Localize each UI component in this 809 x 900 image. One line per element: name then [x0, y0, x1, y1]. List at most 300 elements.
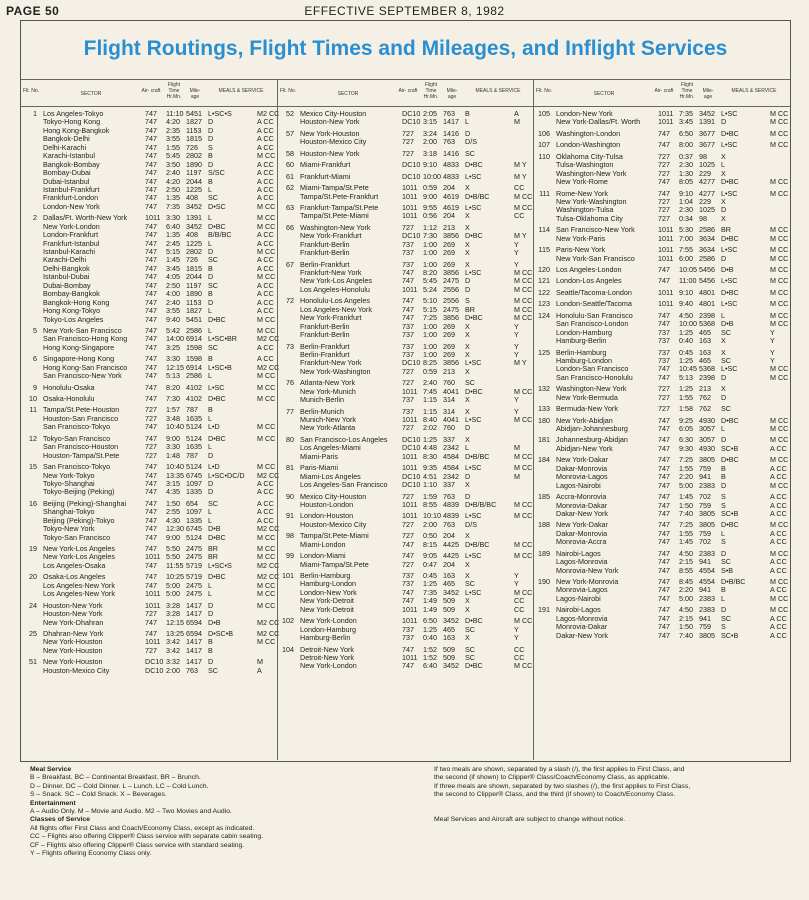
flight-group [21, 384, 277, 392]
mileage-cell: 337 [443, 480, 455, 490]
flight-time-cell: 1:25 [679, 327, 693, 337]
sector-cell: New York-Dallas/Ft. Worth [556, 117, 641, 127]
flight-time-cell: 1:45 [166, 255, 180, 265]
mileage-cell: 408 [186, 230, 198, 240]
service-cell: M CC [770, 276, 789, 286]
service-cell: M CC [257, 589, 276, 599]
flight-time-cell: 3:24 [423, 128, 437, 138]
meals-cell: L•SC [721, 140, 738, 150]
aircraft-cell: 747 [145, 394, 157, 403]
service-cell: M CC [514, 304, 533, 314]
service-cell: A CC [257, 176, 274, 186]
flight-time-cell: 5:42 [166, 325, 180, 335]
service-cell: A CC [770, 443, 787, 453]
sector-cell: London-Miami [300, 551, 346, 561]
service-cell: Y [770, 347, 775, 357]
flight-time-cell: 7:40 [679, 508, 693, 518]
aircraft-cell: 727 [402, 491, 414, 501]
flight-time-cell: 3:15 [166, 478, 180, 488]
mileage-cell: 763 [443, 137, 455, 147]
mileage-cell: 3634 [699, 233, 715, 243]
flight-number: 115 [538, 245, 550, 255]
mileage-cell: 787 [186, 450, 198, 460]
flight-time-cell: 0:56 [423, 211, 437, 221]
flight-group [278, 617, 534, 642]
flight-time-cell: 6:50 [679, 128, 693, 138]
flight-time-cell: 8:00 [679, 140, 693, 150]
meals-cell: D [208, 117, 214, 127]
flight-time-cell: 2:40 [423, 378, 437, 388]
legend-right [434, 766, 794, 825]
meals-cell: L•SC [721, 299, 738, 309]
meals-cell: D•BC [721, 415, 739, 425]
aircraft-cell: 747 [402, 276, 414, 286]
legend-line: B – Breakfast. BC – Continental Breakfast. BR – Brunch. [30, 774, 201, 782]
aircraft-cell: 747 [658, 593, 670, 603]
flight-time-cell: 1:45 [679, 492, 693, 502]
timetable-panel-2 [277, 80, 534, 760]
meals-cell: D•SC•B [208, 628, 234, 638]
flight-time-cell: 8:55 [423, 499, 437, 509]
flight-time-cell: 8:20 [166, 382, 180, 392]
flight-group [278, 532, 534, 549]
flight-group [278, 297, 534, 339]
sector-cell: New York-London [43, 221, 100, 231]
sector-cell: Bermuda-New York [556, 404, 618, 414]
sector-cell: Monrovia-Dakar [556, 500, 608, 510]
flight-number: 106 [538, 128, 550, 138]
flight-group [278, 161, 534, 169]
meals-cell: X [465, 395, 470, 405]
service-cell: A CC [257, 142, 274, 152]
legend-line: Y – Flights offering Economy Class only. [30, 850, 152, 858]
flight-time-cell: 11:55 [166, 560, 184, 570]
mileage-cell: 1417 [186, 645, 202, 655]
aircraft-cell: 737 [402, 633, 414, 643]
sector-cell: Monrovia-Lagos [556, 585, 608, 595]
flight-time-cell: 1:00 [423, 341, 437, 351]
table-row [21, 590, 277, 598]
mileage-cell: 4554 [699, 577, 715, 586]
service-cell: A CC [257, 306, 274, 316]
sector-cell: Tampa/St.Pete-Frankfurt [300, 191, 379, 201]
meals-cell: D•BC [721, 128, 739, 138]
meals-cell: D•B/B/BC [465, 499, 497, 509]
mileage-cell: 759 [699, 500, 711, 510]
meals-cell: X [465, 341, 470, 351]
aircraft-cell: 737 [402, 349, 414, 359]
table-row [21, 452, 277, 460]
service-cell: M CC [770, 177, 789, 187]
aircraft-cell: 747 [145, 247, 157, 256]
flight-time-cell: 9:00 [166, 532, 180, 542]
meals-cell: L [208, 371, 212, 381]
aircraft-cell: 1011 [145, 589, 161, 599]
meals-cell: B [208, 263, 213, 273]
flight-number: 66 [286, 222, 294, 232]
sector-cell: London-Hamburg [300, 624, 356, 634]
meals-cell: D [721, 117, 727, 127]
mileage-cell: 204 [443, 183, 455, 193]
service-cell: M CC [257, 600, 276, 610]
mileage-cell: 314 [443, 395, 455, 405]
flight-group [278, 572, 534, 614]
mileage-cell: 1097 [186, 507, 202, 517]
meals-cell: D•SC [208, 201, 226, 211]
aircraft-cell: 1011 [402, 191, 418, 201]
aircraft-cell: 727 [145, 609, 157, 619]
mileage-cell: 1025 [699, 160, 715, 170]
flight-time-cell: 1:35 [166, 193, 180, 203]
meals-cell: D [208, 657, 214, 667]
flight-number: 9 [33, 382, 37, 392]
sector-cell: New York-Tokyo [43, 470, 95, 480]
aircraft-cell: 747 [145, 422, 157, 432]
flight-time-cell: 1:00 [423, 349, 437, 359]
service-cell: A [514, 109, 519, 118]
sector-cell: Houston-Mexico City [300, 137, 367, 147]
sector-cell: Honolulu-San Francisco [556, 310, 633, 320]
service-cell: M Y [514, 171, 527, 181]
meals-cell: D•BC [721, 233, 739, 243]
service-cell: A CC [257, 280, 274, 290]
meals-cell: SC [465, 644, 475, 654]
flight-time-cell: 1:00 [423, 259, 437, 269]
meals-cell: D•B/BC [465, 191, 490, 201]
meals-cell: X [721, 384, 726, 394]
column-header [278, 80, 534, 107]
sector-cell: London-New York [556, 109, 613, 118]
sector-cell: New York-London [300, 616, 357, 626]
sector-cell: Berlin-Hamburg [556, 347, 607, 357]
service-cell: Y [514, 259, 519, 269]
mileage-cell: 204 [443, 531, 455, 541]
aircraft-cell: 747 [402, 539, 414, 549]
service-cell: A CC [257, 134, 274, 144]
service-cell: M CC [514, 296, 533, 306]
meals-cell: L [208, 238, 212, 248]
sector-cell: Frankfurt-Berlin [300, 239, 350, 249]
sector-cell: Singapore-Hong Kong [43, 354, 115, 364]
service-cell: M CC [770, 319, 789, 329]
flight-number: 52 [286, 109, 294, 118]
sector-cell: New York-Houston [300, 128, 360, 138]
meals-cell: D•B/BC [465, 451, 490, 461]
meals-cell: X [721, 347, 726, 357]
flight-time-cell: 7:35 [423, 587, 437, 597]
meals-cell: L [721, 424, 725, 433]
meals-cell: D•B/BC [465, 539, 490, 549]
service-cell: A CC [770, 537, 787, 547]
service-cell: M CC [257, 580, 276, 590]
service-cell: Y [514, 330, 519, 340]
flight-number: 19 [29, 544, 37, 553]
flight-time-cell: 3:48 [166, 413, 180, 423]
mileage-cell: 269 [443, 248, 455, 258]
flight-number: 15 [29, 462, 37, 472]
aircraft-cell: 747 [658, 585, 670, 595]
sector-cell: Los Angeles-New York [43, 589, 115, 599]
sector-cell: Frankfurt-London [43, 193, 99, 203]
table-row [534, 130, 791, 138]
aircraft-cell: 747 [402, 313, 414, 323]
mileage-cell: 1153 [186, 125, 202, 135]
sector-cell: Honolulu-Los Angeles [300, 296, 370, 306]
table-row [278, 249, 534, 257]
aircraft-cell: 727 [402, 137, 414, 147]
sector-cell: Washington-London [556, 128, 621, 138]
sector-cell: Dakar-New York [556, 508, 608, 518]
service-cell: CC [514, 652, 525, 662]
sector-cell: Los Angeles-Honolulu [300, 284, 370, 294]
sector-cell: New York-Los Angeles [43, 552, 115, 562]
flight-time-cell: 5:13 [679, 372, 693, 382]
sector-cell: Dubai-Istanbul [43, 176, 90, 186]
service-cell: M CC [770, 265, 789, 274]
flight-time-cell: 3:30 [166, 213, 180, 223]
flight-number: 1 [33, 109, 37, 118]
aircraft-cell: 1011 [402, 499, 418, 509]
table-row [534, 510, 791, 518]
flight-time-cell: 1:25 [423, 434, 437, 444]
service-cell: M CC [514, 191, 533, 201]
flight-time-cell: 1:45 [679, 537, 693, 547]
table-row [534, 289, 791, 297]
sector-cell: Hamburg-Berlin [300, 633, 351, 643]
table-row [534, 445, 791, 453]
meals-cell: SC [465, 652, 475, 662]
service-cell: M CC [770, 593, 789, 603]
aircraft-cell: 727 [658, 392, 670, 402]
sector-cell: Los Angeles-London [556, 265, 622, 274]
aircraft-cell: 747 [658, 557, 670, 567]
sector-cell: Hong Kong-San Francisco [43, 362, 128, 372]
service-cell: A CC [257, 354, 274, 364]
flight-time-cell: 0:47 [423, 559, 437, 569]
mileage-cell: 760 [443, 378, 455, 388]
meals-cell: X [465, 349, 470, 359]
flight-time-cell: 1:35 [166, 230, 180, 240]
flight-time-cell: 2:20 [679, 585, 693, 595]
sector-cell: Tampa/St.Pete-Miami [300, 211, 369, 221]
meals-cell: SC•B [721, 630, 739, 640]
meals-cell: D•BC [208, 314, 226, 324]
sector-cell: Bombay-Dubai [43, 168, 91, 178]
sector-cell: London-Washington [556, 140, 621, 150]
flight-group [21, 354, 280, 381]
page-number: PAGE 50 [6, 4, 60, 18]
column-header-flight-time: Flight Time Hr.Mn. [423, 82, 439, 100]
group-spacer [21, 675, 277, 678]
flight-group [21, 109, 280, 211]
meals-cell: D•BC [465, 616, 483, 626]
mileage-cell: 5368 [699, 319, 715, 329]
service-cell: M2 CC [257, 572, 280, 582]
sector-cell: Lagos-Monrovia [556, 613, 608, 623]
flight-time-cell: 2:15 [679, 557, 693, 567]
sector-cell: Houston-London [300, 499, 354, 509]
service-cell: M CC [770, 455, 789, 465]
flight-number: 125 [538, 347, 550, 357]
aircraft-cell: 727 [658, 151, 670, 161]
mileage-cell: 5124 [186, 462, 202, 472]
mileage-cell: 5124 [186, 532, 202, 542]
mileage-cell: 3452 [699, 109, 715, 118]
flight-group [534, 110, 791, 127]
aircraft-cell: 727 [402, 378, 414, 388]
table-row [534, 405, 791, 413]
aircraft-cell: 1011 [402, 652, 418, 662]
service-cell: Y [514, 341, 519, 351]
flight-group [278, 493, 534, 510]
sector-cell: Frankfurt-Berlin [300, 330, 350, 340]
service-cell: A CC [770, 528, 787, 538]
service-cell: Y [514, 406, 519, 416]
aircraft-cell: 747 [145, 151, 157, 161]
flight-time-cell: 1:55 [166, 142, 180, 152]
aircraft-cell: 747 [658, 565, 670, 575]
flight-number: 91 [286, 511, 294, 521]
service-cell: M2 CC [257, 524, 280, 534]
flight-time-cell: 2:50 [166, 184, 180, 194]
flight-number: 111 [539, 188, 550, 198]
timetable-frame [20, 20, 791, 762]
flight-time-cell: 9:00 [423, 191, 437, 201]
sector-cell: Bangkok-Hong Kong [43, 297, 110, 307]
meals-cell: B [721, 585, 726, 595]
flight-time-cell: 7:35 [166, 201, 180, 211]
meals-cell: L•SC [721, 109, 738, 118]
mileage-cell: 3805 [699, 630, 715, 640]
aircraft-cell: 1011 [145, 637, 161, 647]
flight-list [21, 109, 280, 678]
sector-cell: Rome-New York [556, 188, 608, 198]
mileage-cell: 213 [699, 384, 711, 394]
mileage-cell: 1197 [186, 280, 202, 290]
flight-group [534, 578, 791, 603]
service-cell: A CC [770, 565, 787, 575]
legend-line: All flights offer First Class and Coach/Economy Class, except as indicated. [30, 824, 255, 832]
flight-time-cell: 7:30 [423, 231, 437, 241]
mileage-cell: 408 [186, 193, 198, 203]
column-header-sector: SECTOR [593, 91, 615, 97]
sector-cell: Miami-Tampa/St.Pete [300, 183, 369, 193]
sector-cell: Accra-Monrovia [556, 492, 607, 502]
meals-cell: B [721, 463, 726, 473]
sector-cell: San Francisco-New York [556, 225, 635, 235]
aircraft-cell: 1011 [658, 253, 674, 263]
column-header-flight-time: Flight Time Hr.Mn. [166, 82, 182, 100]
flight-time-cell: 1:49 [423, 596, 437, 606]
sector-cell: London-Seattle/Tacoma [556, 299, 632, 309]
table-row [21, 344, 277, 352]
sector-cell: Delhi-Karachi [43, 142, 87, 152]
mileage-cell: 1416 [443, 148, 459, 158]
meals-cell: D•B [208, 617, 221, 627]
meals-cell: X [465, 406, 470, 416]
flight-time-cell: 5:30 [679, 225, 693, 235]
flight-number: 102 [282, 616, 294, 626]
aircraft-cell: 747 [658, 622, 670, 632]
aircraft-cell: 727 [402, 366, 414, 376]
sector-cell: New York-Houston [43, 645, 103, 655]
sector-cell: Houston-Mexico City [300, 519, 367, 529]
sector-cell: San Francisco-Los Angeles [300, 434, 388, 444]
mileage-cell: 509 [443, 604, 455, 614]
meals-cell: L [208, 580, 212, 590]
flight-time-cell: 10:00 [423, 171, 441, 181]
mileage-cell: 1335 [186, 515, 202, 525]
flight-time-cell: 5:00 [679, 480, 693, 490]
service-cell: M CC [257, 552, 276, 562]
flight-number: 67 [286, 259, 294, 269]
meals-cell: X [465, 604, 470, 614]
meals-cell: SC [721, 327, 731, 337]
flight-time-cell: 10:25 [166, 572, 184, 582]
flight-time-cell: 1:57 [166, 405, 180, 415]
mileage-cell: 4839 [443, 499, 459, 509]
flight-number: 12 [29, 433, 37, 443]
sector-cell: Seattle/Tacoma-London [556, 287, 632, 297]
meals-cell: L•SC•B [208, 362, 232, 372]
service-cell: M2 CC [257, 470, 280, 480]
sector-cell: Detroit-New York [300, 652, 354, 662]
sector-cell: Tampa/St.Pete-Miami [300, 531, 369, 541]
sector-cell: Los Angeles-Tokyo [43, 109, 104, 118]
aircraft-cell: 1011 [402, 415, 418, 424]
flight-time-cell: 1:49 [423, 604, 437, 614]
table-row [534, 425, 791, 433]
service-cell: CC [514, 596, 525, 606]
service-cell: Y [514, 321, 519, 331]
mileage-cell: 4425 [443, 539, 459, 549]
table-row [534, 567, 791, 575]
flight-group [278, 646, 534, 671]
aircraft-cell: 747 [145, 478, 157, 488]
mileage-cell: 4930 [699, 443, 715, 453]
service-cell: M [514, 471, 520, 481]
flight-number: 99 [286, 551, 294, 561]
flight-number: 189 [538, 548, 550, 558]
sector-cell: London-Hamburg [556, 327, 612, 337]
aircraft-cell: DC10 [402, 160, 421, 170]
flight-number: 20 [29, 572, 37, 582]
service-cell: M2 CC [257, 109, 280, 118]
aircraft-cell: 1011 [145, 213, 161, 223]
flight-time-cell: 2:05 [423, 109, 437, 118]
mileage-cell: 314 [443, 406, 455, 416]
table-row [534, 632, 791, 640]
aircraft-cell: 747 [658, 520, 670, 530]
aircraft-cell: 747 [658, 276, 670, 286]
aircraft-cell: DC10 [402, 109, 421, 118]
mileage-cell: 2475 [186, 544, 202, 553]
meals-cell: X [721, 151, 726, 161]
aircraft-cell: 1011 [402, 183, 418, 193]
sector-cell: New York-Houston [43, 637, 103, 647]
sector-cell: Monrovia-Accra [556, 537, 607, 547]
mileage-cell: 3634 [699, 245, 715, 255]
table-row [21, 560, 280, 570]
mileage-cell: 4277 [699, 177, 715, 187]
service-cell: M CC [770, 253, 789, 263]
mileage-cell: 1025 [699, 205, 715, 215]
mileage-cell: 1416 [443, 128, 459, 138]
mileage-cell: 2383 [699, 548, 715, 558]
aircraft-cell: 727 [402, 519, 414, 529]
mileage-cell: 1598 [186, 342, 202, 352]
meals-cell: B [208, 151, 213, 161]
